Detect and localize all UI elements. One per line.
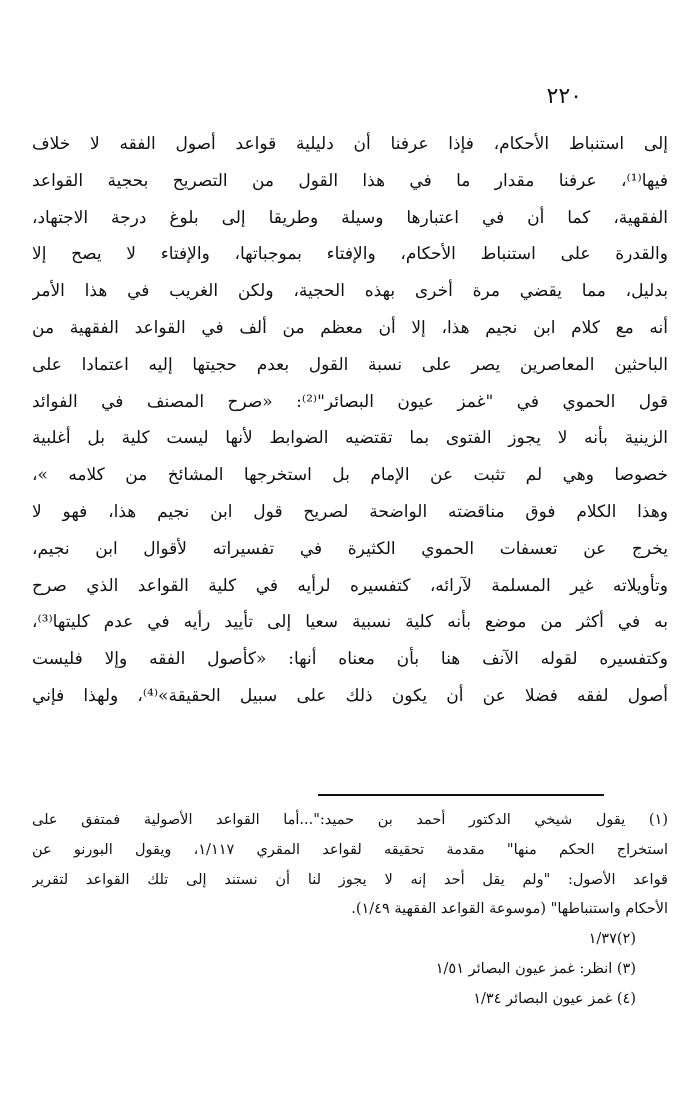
body-line: وتأويلاته غير المسلمة لآرائه، كتفسيره لرأيه في كلية القواعد الذي صرح (32, 575, 668, 596)
body-line: الباحثين المعاصرين يصر على نسبة القول بعدم حجيتها إليه اعتمادا على (32, 354, 668, 375)
body-line: به في أكثر من موضع بأنه كلية نسبية سعيا إلى تأييد رأيه في عدم كليتها⁽³⁾، (32, 612, 668, 633)
footnote-line: الأحكام واستنباطها" (موسوعة القواعد الفقهية ١/٤٩). (351, 901, 668, 918)
body-line: الزينية بأنه لا يجوز الفتوى بما تقتضيه الضوابط لأنها ليست كلية بل أغلبية (32, 428, 668, 449)
body-line: إلى استنباط الأحكام، فإذا عرفنا أن دليلية قواعد أصول الفقه لا خلاف (32, 134, 668, 154)
footnote-line: قواعد الأصول: "ولم يقل أحد إنه لا يجوز لنا أن نستند إلى تلك القواعد لتقرير (32, 871, 668, 888)
footnote-line: (١) يقول شيخي الدكتور أحمد بن حميد:"...أما القواعد الأصولية فمتفق على (32, 812, 668, 828)
body-line: يخرج عن تعسفات الحموي الكثيرة في تفسيراته لأقوال ابن نجيم، (32, 538, 668, 559)
footnote-line: (٢)١/٣٧ (588, 931, 636, 948)
page-number: ٢٢٠ (546, 84, 582, 109)
footnote-line: استخراج الحكم منها" مقدمة تحقيقه لقواعد المقري ١/١١٧، ويقول البورنو عن (32, 841, 668, 858)
body-line: أصول لفقه فضلا عن أن يكون ذلك على سبيل الحقيقة»⁽⁴⁾، ولهذا فإني (32, 685, 668, 706)
footnote-line: (٣) انظر: غمز عيون البصائر ١/٥١ (435, 960, 636, 977)
body-line: الفقهية، كما أن في اعتبارها وسيلة وطريقا إلى بلوغ درجة الاجتهاد، (32, 207, 668, 228)
body-line: فيها⁽¹⁾، عرفنا مقدار ما في هذا القول من التصريح بحجية القواعد (32, 170, 668, 191)
body-line: خصوصا وهي لم تثبت عن الإمام بل استخرجها المشائخ من كلامه »، (32, 465, 668, 486)
body-line: وكتفسيره لقوله الآنف هنا بأن معناه أنها: «كأصول الفقه وإلا فليست (32, 649, 668, 670)
footnotes (32, 806, 668, 1015)
body-line: بدليل، مما يقضي مرة أخرى بهذه الحجية، ولكن الغريب في هذا الأمر (32, 281, 668, 302)
footnote-separator (318, 794, 604, 796)
footnote-line: (٤) غمز عيون البصائر ١/٣٤ (473, 990, 636, 1007)
body-line: أنه مع كلام ابن نجيم هذا، إلا أن معظم من ألف في القواعد الفقهية من (32, 317, 668, 338)
body-text (32, 126, 668, 715)
body-line: قول الحموي في "غمز عيون البصائر"⁽²⁾: «صرح المصنف في الفوائد (32, 391, 668, 412)
body-line: وهذا الكلام فوق مناقضته الواضحة لصريح قول ابن نجيم هذا، فهو لا (32, 501, 668, 522)
body-line: والقدرة على استنباط الأحكام، والإفتاء بموجباتها، والإفتاء لا يصح إلا (32, 244, 668, 265)
